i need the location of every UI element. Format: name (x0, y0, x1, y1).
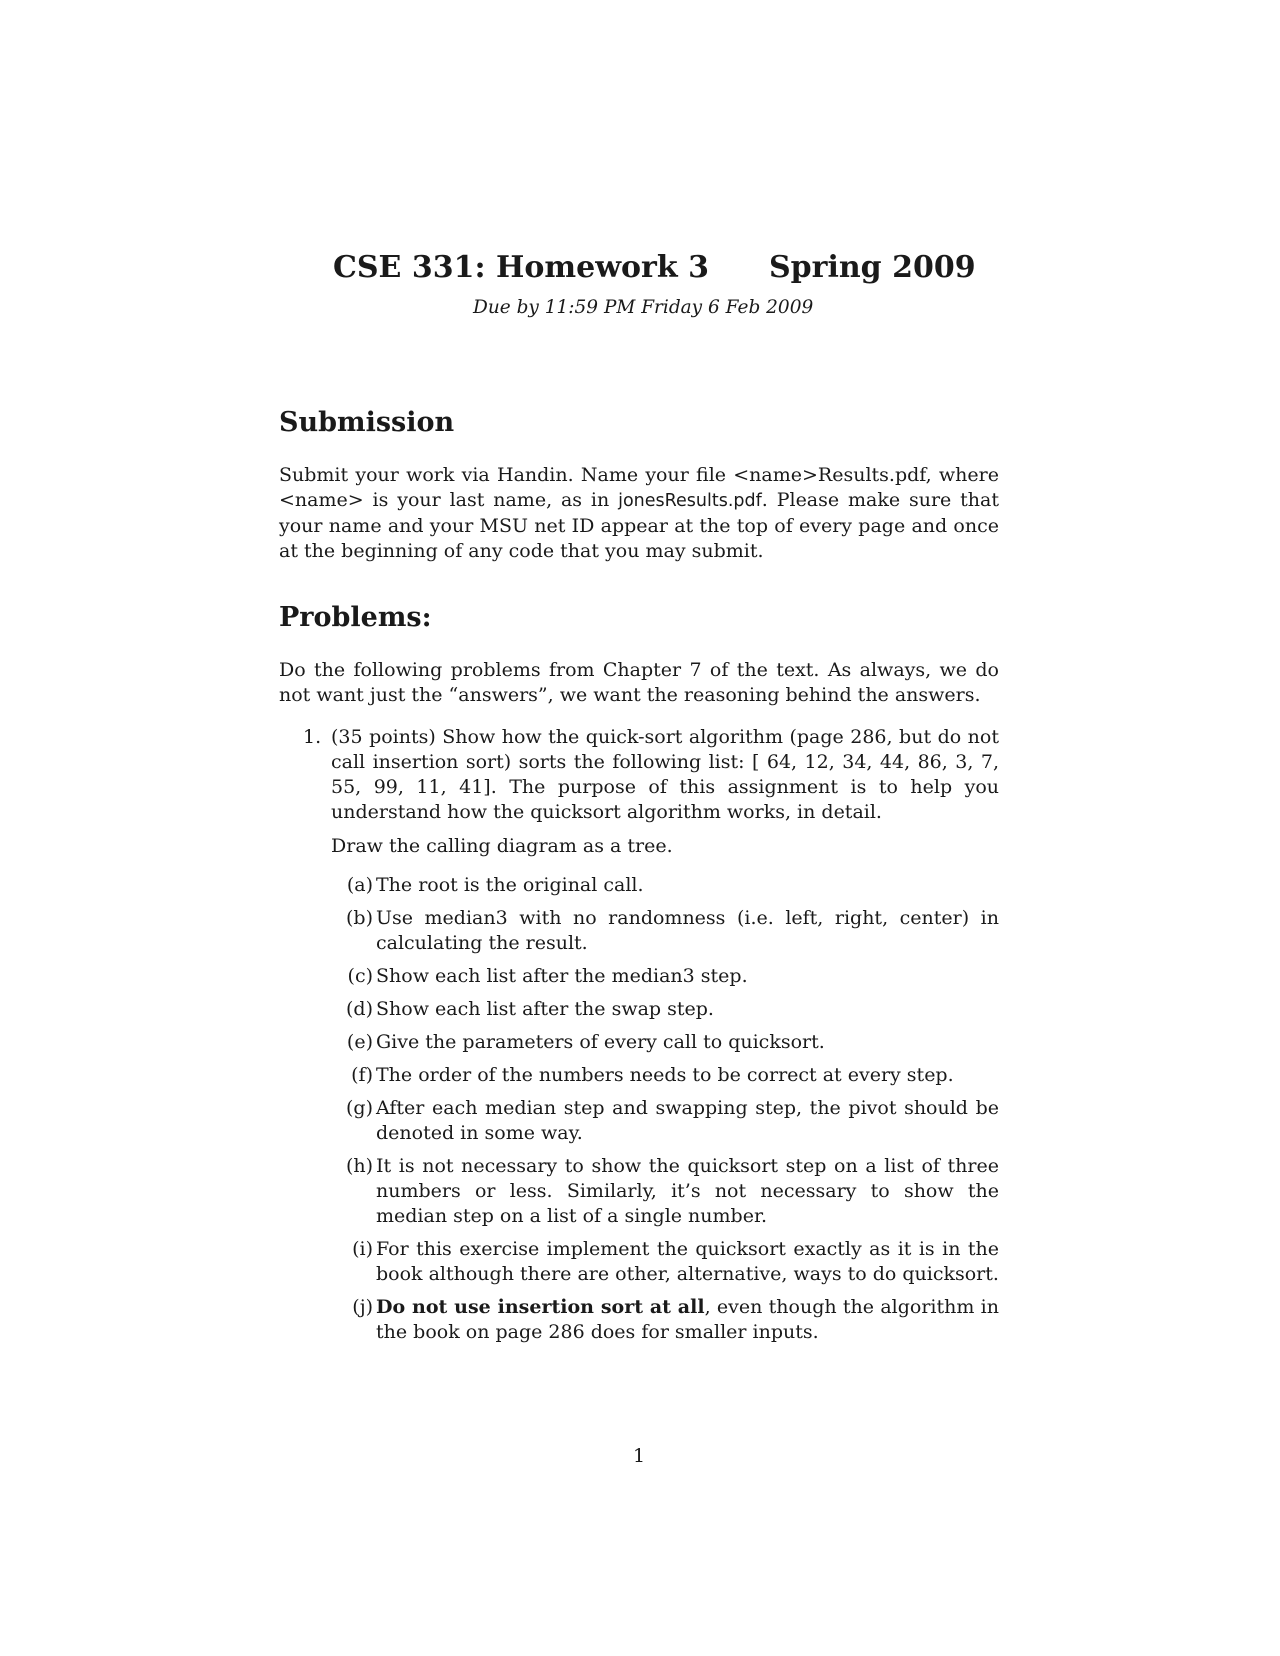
list-item-label: (i) (352, 1238, 373, 1260)
list-item (346, 906, 999, 956)
list-item-label: (e) (346, 1031, 373, 1053)
list-item-label: (c) (347, 965, 373, 987)
list-item (352, 1237, 999, 1287)
list-item (346, 873, 999, 898)
problem-number: 1. (303, 726, 322, 748)
term-label: Spring 2009 (769, 250, 976, 285)
list-item-text: It is not necessary to show the quicksort step on a list of three numbers or less. Similarly, it’s not necessary to show the median step on a list of a single number. (376, 1155, 999, 1227)
list-item-text: Do not use insertion sort at all, even though the algorithm in the book on page 286 does for smaller inputs. (376, 1296, 999, 1343)
list-item-label: (j) (352, 1296, 373, 1318)
list-item (346, 997, 999, 1022)
list-item-label: (a) (346, 874, 373, 896)
list-item-label: (f) (351, 1064, 373, 1086)
list-item-label: (h) (345, 1155, 373, 1177)
list-item (347, 964, 999, 989)
problem-1-subitems (331, 873, 999, 1345)
list-item-label: (b) (346, 907, 373, 929)
problem-1-text: (35 points) Show how the quick-sort algorithm (page 286, but do not call insertion sort) sorts the following list: [ 64, 12, 34, 44, 86, 3, 7, 55, 99, 11, 41]. The purpose of this assignment is to help you understand how the quicksort algorithm works, in detail. (331, 726, 999, 823)
document-title (333, 250, 976, 292)
list-item-text: Show each list after the swap step. (376, 998, 714, 1020)
list-item-text: The root is the original call. (376, 874, 644, 896)
list-item-text: For this exercise implement the quicksort exactly as it is in the book although there are other, alternative, ways to do quicksort. (376, 1238, 999, 1285)
list-item (351, 1063, 999, 1088)
course-title: CSE 331: Homework 3 (333, 250, 709, 285)
list-item-text: The order of the numbers needs to be correct at every step. (376, 1064, 954, 1086)
page-number: 1 (633, 1445, 646, 1467)
problem-1 (279, 725, 999, 1345)
list-item (346, 1096, 999, 1146)
problems-heading: Problems: (279, 602, 432, 633)
list-item-text: Show each list after the median3 step. (376, 965, 748, 987)
list-item (345, 1154, 999, 1229)
main-content (279, 405, 999, 1353)
emphasis-text: Do not use insertion sort at all (376, 1296, 705, 1318)
list-item-text: Give the parameters of every call to quicksort. (376, 1031, 825, 1053)
submission-text: Submit your work via Handin. Name your file <name>Results.pdf, where <name> is your last name, as in jonesResults.pdf. Please make sure that your name and your MSU net ID appear at the top of every page and once at the beginning of any code that you may submit. (279, 464, 999, 562)
problem-1-draw-instruction: Draw the calling diagram as a tree. (331, 835, 673, 857)
list-item-text: Use median3 with no randomness (i.e. left, right, center) in calculating the result. (376, 907, 999, 954)
example-filename: jonesResults.pdf (618, 491, 762, 511)
list-item (352, 1295, 999, 1345)
list-item-text: After each median step and swapping step, the pivot should be denoted in some way. (376, 1097, 999, 1144)
submission-heading: Submission (279, 407, 455, 438)
list-item (346, 1030, 999, 1055)
problems-intro: Do the following problems from Chapter 7 of the text. As always, we do not want just the “answers”, we want the reasoning behind the answers. (279, 659, 999, 706)
list-item-label: (d) (346, 998, 373, 1020)
due-date: Due by 11:59 PM Friday 6 Feb 2009 (473, 297, 814, 318)
list-item-label: (g) (346, 1097, 373, 1119)
